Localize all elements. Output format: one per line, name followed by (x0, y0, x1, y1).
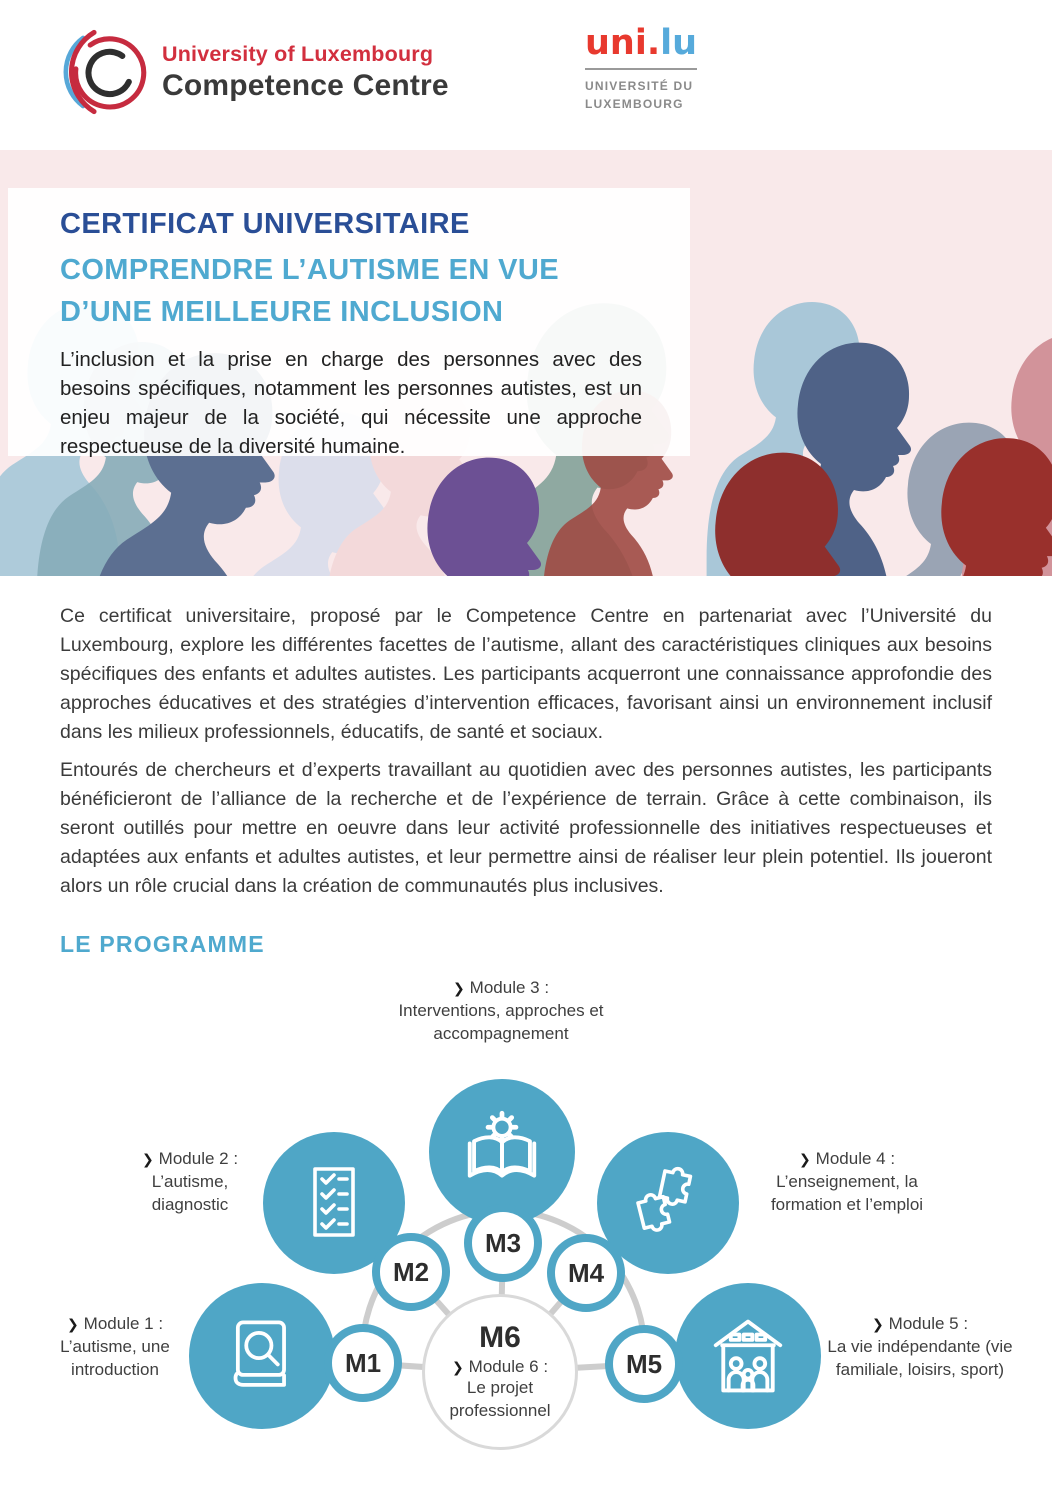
chevron-icon: ❯ (452, 981, 465, 997)
description-paragraph-1: Ce certificat universitaire, proposé par le Competence Centre en partenariat avec l’Université du Luxembourg, explore les différentes facettes de l’autisme, allant des caractéristiques cliniques aux besoins spécifiques des enfants et adultes autistes. Les participants acquerront une connaissance approfondie des approches éducatives et des stratégies d’intervention efficaces, favorisant ainsi un environnement inclusif dans les milieux professionnels, éducatifs, de santé et sociaux. (60, 605, 992, 743)
certificate-kicker: CERTIFICAT UNIVERSITAIRE (60, 208, 470, 240)
hero-banner (0, 150, 1052, 576)
module4-name: Module 4 : (815, 1149, 896, 1168)
module1-description: L’autisme, une introduction (60, 1336, 170, 1379)
module1-name: Module 1 : (83, 1314, 164, 1333)
module3-description: Interventions, approches et accompagnement (398, 1000, 604, 1043)
hero-title (60, 249, 642, 333)
module2-name: Module 2 : (158, 1149, 239, 1168)
module5-badge (605, 1325, 683, 1403)
module5-bubble (675, 1283, 821, 1429)
programme-diagram (0, 975, 1052, 1486)
module6-badge-text: M6 (479, 1321, 521, 1355)
unilu-wordmark-red: uni. (585, 23, 661, 63)
module5-name: Module 5 : (888, 1314, 969, 1333)
chevron-icon: ❯ (871, 1317, 884, 1333)
unilu-wordmark-blue: lu (660, 23, 698, 63)
chevron-icon: ❯ (451, 1360, 464, 1377)
module1-badge (324, 1324, 402, 1402)
competence-centre-logo-text (162, 42, 449, 103)
open-book-gear-icon (459, 1109, 545, 1195)
logo-competence-line: Competence Centre (162, 68, 449, 102)
unilu-caption-line2: LUXEMBOURG (585, 97, 684, 111)
unilu-logo (585, 23, 715, 113)
unilu-caption-line1: UNIVERSITÉ DU (585, 79, 694, 93)
module2-label (75, 1148, 305, 1217)
hero-title-line2: D’UNE MEILLEURE INCLUSION (60, 296, 504, 329)
unilu-caption (585, 77, 715, 113)
module5-description: La vie indépendante (vie familiale, loisirs, sport) (827, 1336, 1013, 1379)
header (0, 0, 1052, 150)
chevron-icon: ❯ (66, 1317, 79, 1333)
competence-centre-logo (60, 26, 449, 118)
module1-badge-text: M1 (344, 1347, 382, 1378)
hero-intro-text: L’inclusion et la prise en charge des personnes avec des besoins spécifiques, notamment les personnes autistes, est un enjeu majeur de la société, qui nécessite une approche respectueuse de la diversité humaine. (60, 347, 642, 458)
module5-badge-text: M5 (625, 1348, 663, 1379)
module3-badge (464, 1204, 542, 1282)
module6-description: Le projet professionnel (449, 1378, 551, 1420)
hero-title-line1: COMPRENDRE L’AUTISME EN VUE (60, 254, 560, 287)
module1-label (10, 1313, 220, 1382)
module3-name: Module 3 : (469, 978, 550, 997)
module2-badge (372, 1233, 450, 1311)
module3-badge-text: M3 (484, 1227, 522, 1258)
puzzle-icon (628, 1163, 708, 1243)
module4-label (737, 1148, 957, 1217)
checklist-icon (294, 1163, 374, 1243)
module3-label (351, 977, 651, 1046)
description-paragraph-2: Entourés de chercheurs et d’experts travaillant au quotidien avec des personnes autistes, les participants bénéficieront de l’alliance de la recherche et de l’expérience de terrain. Grâce à cette combinaison, ils seront outillés pour mettre en oeuvre dans leur activité professionnelle des initiatives respectueuses et adaptées aux enfants et adultes autistes, et leur permettre ainsi de réaliser leur plein potentiel. Ils joueront alors un rôle crucial dans la création de communautés plus inclusives. (60, 759, 992, 897)
unilu-divider (585, 68, 697, 70)
description-section (0, 576, 1052, 975)
module2-description: L’autisme, diagnostic (151, 1171, 229, 1214)
chevron-icon: ❯ (141, 1152, 154, 1168)
logo-university-line: University of Luxembourg (162, 41, 434, 66)
competence-centre-logo-icon (60, 26, 152, 118)
book-magnifier-icon (220, 1314, 304, 1398)
house-family-icon (705, 1313, 791, 1399)
module4-description: L’enseignement, la formation et l’emploi (770, 1171, 924, 1214)
module2-badge-text: M2 (392, 1256, 430, 1287)
chevron-icon: ❯ (798, 1152, 811, 1168)
programme-heading: LE PROGRAMME (60, 931, 265, 957)
module5-label (805, 1313, 1035, 1382)
module4-badge (547, 1234, 625, 1312)
module6-hub (422, 1294, 578, 1450)
module6-name: Module 6 : (468, 1357, 549, 1377)
hero-text-panel (8, 188, 690, 456)
unilu-wordmark (585, 23, 715, 63)
module4-badge-text: M4 (567, 1257, 605, 1288)
